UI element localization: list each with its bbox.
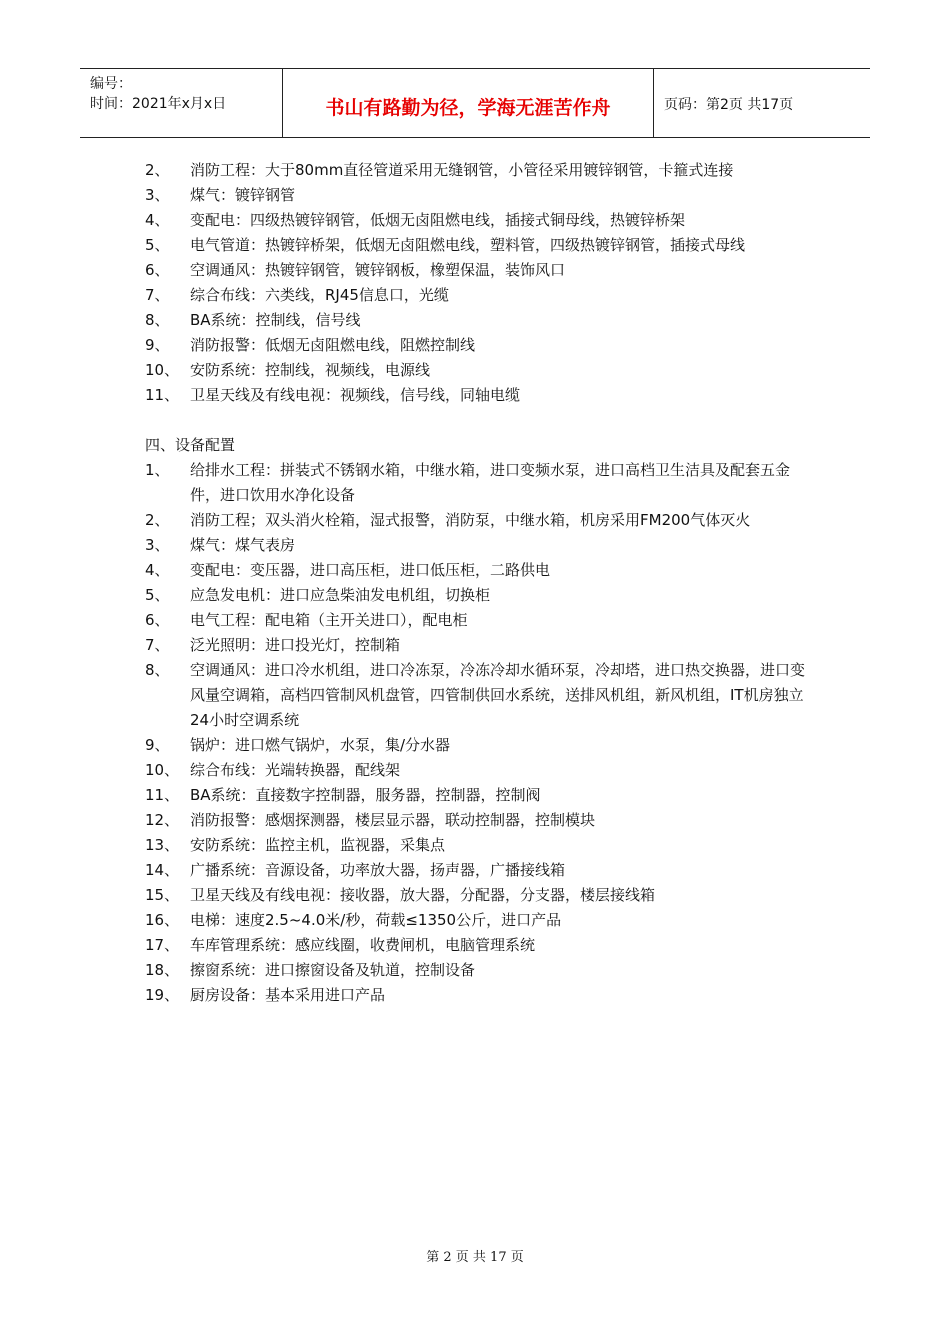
- document-body: [145, 158, 810, 1008]
- list-item: [145, 358, 810, 383]
- item-text: 综合布线：六类线，RJ45信息口，光缆: [190, 286, 449, 304]
- item-text: 消防报警：低烟无卤阻燃电线，阻燃控制线: [190, 336, 476, 354]
- list-item: [145, 758, 810, 783]
- list-item: [145, 633, 810, 658]
- header-page-cell: [654, 69, 870, 137]
- list-item: [145, 258, 810, 283]
- list-item: [145, 783, 810, 808]
- list-item: [145, 458, 810, 508]
- header-info-cell: [80, 69, 283, 137]
- item-number: 8、: [145, 661, 170, 679]
- list-item: [145, 858, 810, 883]
- item-number: 4、: [145, 211, 170, 229]
- item-text: 煤气：镀锌钢管: [190, 186, 296, 204]
- item-number: 3、: [145, 536, 170, 554]
- item-number: 5、: [145, 236, 170, 254]
- list-item: [145, 958, 810, 983]
- item-text: 电梯：速度2.5~4.0米/秒，荷载≤1350公斤，进口产品: [190, 911, 562, 929]
- list-item: [145, 208, 810, 233]
- item-number: 9、: [145, 336, 170, 354]
- list-item: [145, 608, 810, 633]
- item-number: 6、: [145, 611, 170, 629]
- list-item: [145, 933, 810, 958]
- item-text: 电气管道：热镀锌桥架，低烟无卤阻燃电线，塑料管，四级热镀锌钢管，插接式母线: [190, 236, 746, 254]
- number-label: 编号：: [90, 76, 132, 92]
- item-number: 13、: [145, 836, 180, 854]
- time-label: 时间：2021年x月x日: [90, 96, 227, 112]
- item-text: 锅炉：进口燃气锅炉，水泵，集/分水器: [190, 736, 451, 754]
- list-item: [145, 908, 810, 933]
- item-text: 卫星天线及有线电视：接收器，放大器，分配器，分支器，楼层接线箱: [190, 886, 656, 904]
- item-text: 变配电：四级热镀锌钢管，低烟无卤阻燃电线，插接式铜母线，热镀锌桥架: [190, 211, 686, 229]
- item-number: 16、: [145, 911, 180, 929]
- item-number: 4、: [145, 561, 170, 579]
- item-text: 擦窗系统：进口擦窗设备及轨道，控制设备: [190, 961, 476, 979]
- list-item: [145, 883, 810, 908]
- list-item: [145, 183, 810, 208]
- item-number: 10、: [145, 361, 180, 379]
- item-text: 车库管理系统：感应线圈，收费闸机，电脑管理系统: [190, 936, 536, 954]
- list-item: [145, 533, 810, 558]
- item-text: 厨房设备：基本采用进口产品: [190, 986, 386, 1004]
- item-text: 泛光照明：进口投光灯，控制箱: [190, 636, 401, 654]
- list-item: [145, 658, 810, 733]
- list-item: [145, 558, 810, 583]
- item-number: 12、: [145, 811, 180, 829]
- list-item: [145, 983, 810, 1008]
- item-text: 广播系统：音源设备，功率放大器，扬声器，广播接线箱: [190, 861, 566, 879]
- list-item: [145, 808, 810, 833]
- item-text: 消防工程：大于80mm直径管道采用无缝钢管，小管径采用镀锌钢管，卡箍式连接: [190, 161, 734, 179]
- item-text: 空调通风：进口冷水机组，进口冷冻泵，冷冻冷却水循环泵，冷却塔，进口热交换器，进口变风量空调箱，高档四管制风机盘管，四管制供回水系统，送排风机组，新风机组，IT机房独立24小时空调系统: [190, 661, 806, 729]
- section-title-equipment: 四、设备配置: [145, 436, 236, 454]
- item-text: 给排水工程：拼装式不锈钢水箱，中继水箱，进口变频水泵，进口高档卫生洁具及配套五金件，进口饮用水净化设备: [190, 461, 791, 504]
- list-item: [145, 508, 810, 533]
- list-item: [145, 233, 810, 258]
- item-number: 8、: [145, 311, 170, 329]
- item-number: 1、: [145, 461, 170, 479]
- item-number: 11、: [145, 786, 180, 804]
- list-item: [145, 308, 810, 333]
- item-number: 14、: [145, 861, 180, 879]
- item-text: 应急发电机：进口应急柴油发电机组，切换柜: [190, 586, 491, 604]
- item-text: 电气工程：配电箱（主开关进口），配电柜: [190, 611, 468, 629]
- item-text: 安防系统：监控主机，监视器，采集点: [190, 836, 446, 854]
- header-motto-cell: [283, 69, 654, 137]
- item-number: 9、: [145, 736, 170, 754]
- list-item: [145, 833, 810, 858]
- item-text: 空调通风：热镀锌钢管，镀锌钢板，橡塑保温，装饰风口: [190, 261, 566, 279]
- item-text: BA系统：控制线，信号线: [190, 311, 361, 329]
- item-number: 3、: [145, 186, 170, 204]
- item-number: 2、: [145, 511, 170, 529]
- item-text: 卫星天线及有线电视：视频线，信号线，同轴电缆: [190, 386, 521, 404]
- item-text: 安防系统：控制线，视频线，电源线: [190, 361, 431, 379]
- item-text: 消防工程；双头消火栓箱，湿式报警，消防泵，中继水箱，机房采用FM200气体灭火: [190, 511, 751, 529]
- item-number: 6、: [145, 261, 170, 279]
- item-number: 19、: [145, 986, 180, 1004]
- item-text: BA系统：直接数字控制器，服务器，控制器，控制阀: [190, 786, 541, 804]
- item-number: 2、: [145, 161, 170, 179]
- page-info: 页码：第2页 共17页: [664, 97, 794, 113]
- item-text: 煤气：煤气表房: [190, 536, 296, 554]
- list-item: [145, 158, 810, 183]
- list-item: [145, 733, 810, 758]
- equipment-list: [145, 458, 810, 1008]
- page-header: [80, 68, 870, 138]
- motto-text: 书山有路勤为径，学海无涯苦作舟: [325, 97, 611, 119]
- item-number: 18、: [145, 961, 180, 979]
- section-gap: [145, 408, 810, 433]
- item-text: 综合布线：光端转换器，配线架: [190, 761, 401, 779]
- list-item: [145, 583, 810, 608]
- list-item: [145, 283, 810, 308]
- item-number: 7、: [145, 286, 170, 304]
- item-text: 变配电：变压器，进口高压柜，进口低压柜，二路供电: [190, 561, 551, 579]
- item-number: 5、: [145, 586, 170, 604]
- item-number: 11、: [145, 386, 180, 404]
- item-text: 消防报警：感烟探测器，楼层显示器，联动控制器，控制模块: [190, 811, 596, 829]
- list-item: [145, 383, 810, 408]
- item-number: 10、: [145, 761, 180, 779]
- item-number: 15、: [145, 886, 180, 904]
- materials-list: [145, 158, 810, 408]
- list-item: [145, 333, 810, 358]
- item-number: 17、: [145, 936, 180, 954]
- page-footer: 第 2 页 共 17 页: [426, 1250, 524, 1265]
- item-number: 7、: [145, 636, 170, 654]
